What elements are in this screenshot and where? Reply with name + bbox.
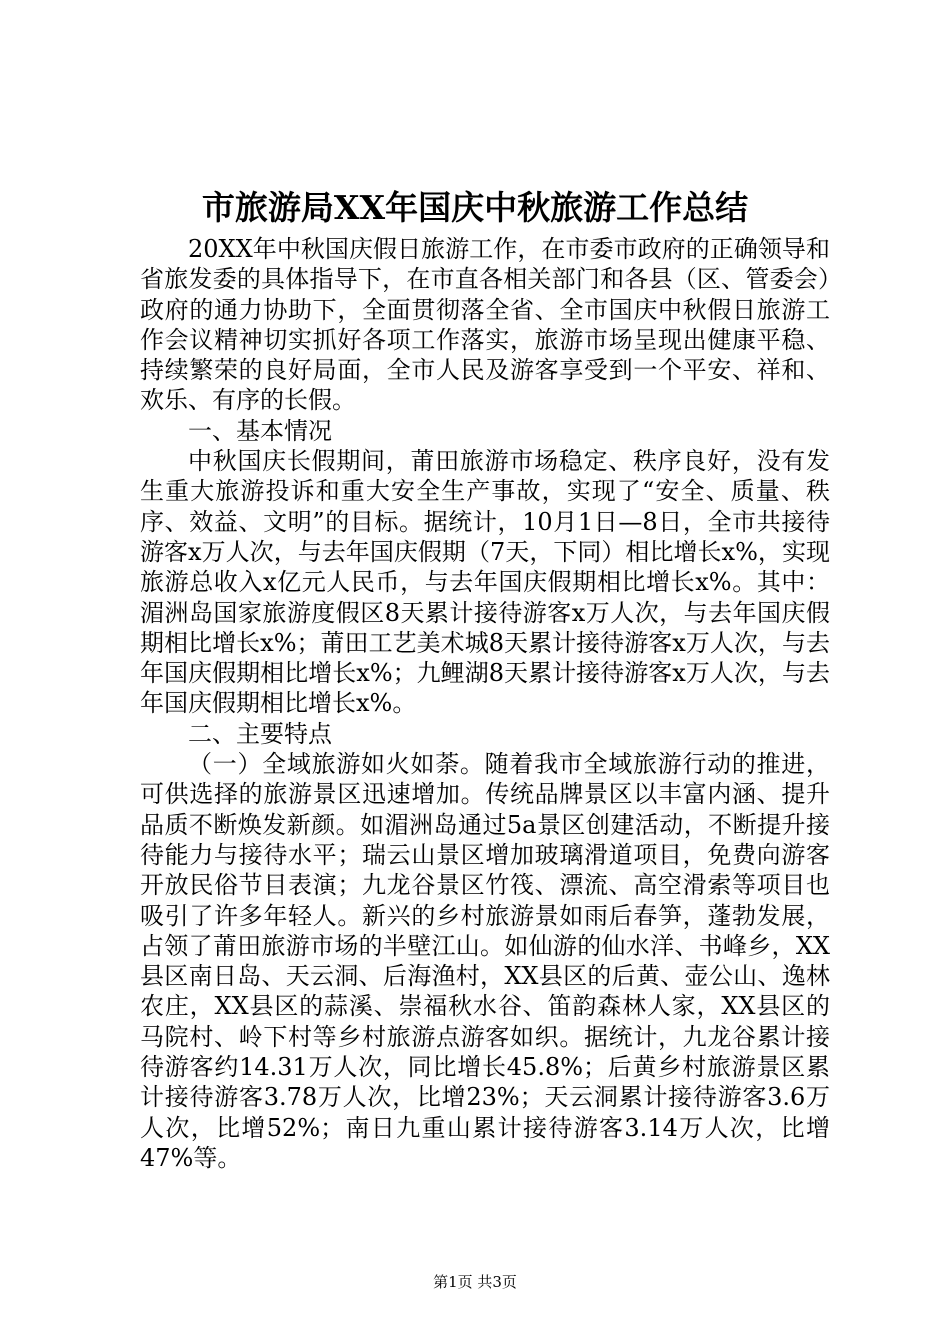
document-body [140, 234, 830, 1173]
paragraph-basic: 中秋国庆长假期间，莆田旅游市场稳定、秩序良好，没有发生重大旅游投诉和重大安全生产事故，实现了“安全、质量、秩序、效益、文明”的目标。据统计，10月1日—8日，全市共接待游客x万人次，与去年国庆假期（7天，下同）相比增长x%，实现旅游总收入x亿元人民币，与去年国庆假期相比增长x%。其中：湄洲岛国家旅游度假区8天累计接待游客x万人次，与去年国庆假期相比增长x%；莆田工艺美术城8天累计接待游客x万人次，与去年国庆假期相比增长x%；九鲤湖8天累计接待游客x万人次，与去年国庆假期相比增长x%。 [140, 447, 830, 718]
section-heading-features: 二、主要特点 [188, 719, 332, 748]
paragraph-features-1: （一）全域旅游如火如荼。随着我市全域旅游行动的推进，可供选择的旅游景区迅速增加。传统品牌景区以丰富内涵、提升品质不断焕发新颜。如湄洲岛通过5a景区创建活动，不断提升接待能力与接待水平；瑞云山景区增加玻璃滑道项目，免费向游客开放民俗节目表演；九龙谷景区竹筏、漂流、高空滑索等项目也吸引了许多年轻人。新兴的乡村旅游景如雨后春笋，蓬勃发展，占领了莆田旅游市场的半壁江山。如仙游的仙水洋、书峰乡，XX县区南日岛、天云洞、后海渔村，XX县区的后黄、壶公山、逸林农庄，XX县区的蒜溪、崇福秋水谷、笛韵森林人家，XX县区的马院村、岭下村等乡村旅游点游客如织。据统计，九龙谷累计接待游客约14.31万人次，同比增长45.8%；后黄乡村旅游景区累计接待游客3.78万人次，比增23%；天云洞累计接待游客3.6万人次，比增52%；南日九重山累计接待游客3.14万人次，比增47%等。 [140, 750, 830, 1172]
paragraph-intro: 20XX年中秋国庆假日旅游工作，在市委市政府的正确领导和省旅发委的具体指导下，在市直各相关部门和各县（区、管委会）政府的通力协助下，全面贯彻落全省、全市国庆中秋假日旅游工作会议精神切实抓好各项工作落实，旅游市场呈现出健康平稳、持续繁荣的良好局面，全市人民及游客享受到一个平安、祥和、欢乐、有序的长假。 [140, 235, 830, 415]
page-number-footer: 第1页 共3页 [433, 1273, 517, 1291]
section-heading-basic: 一、基本情况 [188, 416, 332, 445]
document-title: 市旅游局XX年国庆中秋旅游工作总结 [201, 188, 749, 227]
